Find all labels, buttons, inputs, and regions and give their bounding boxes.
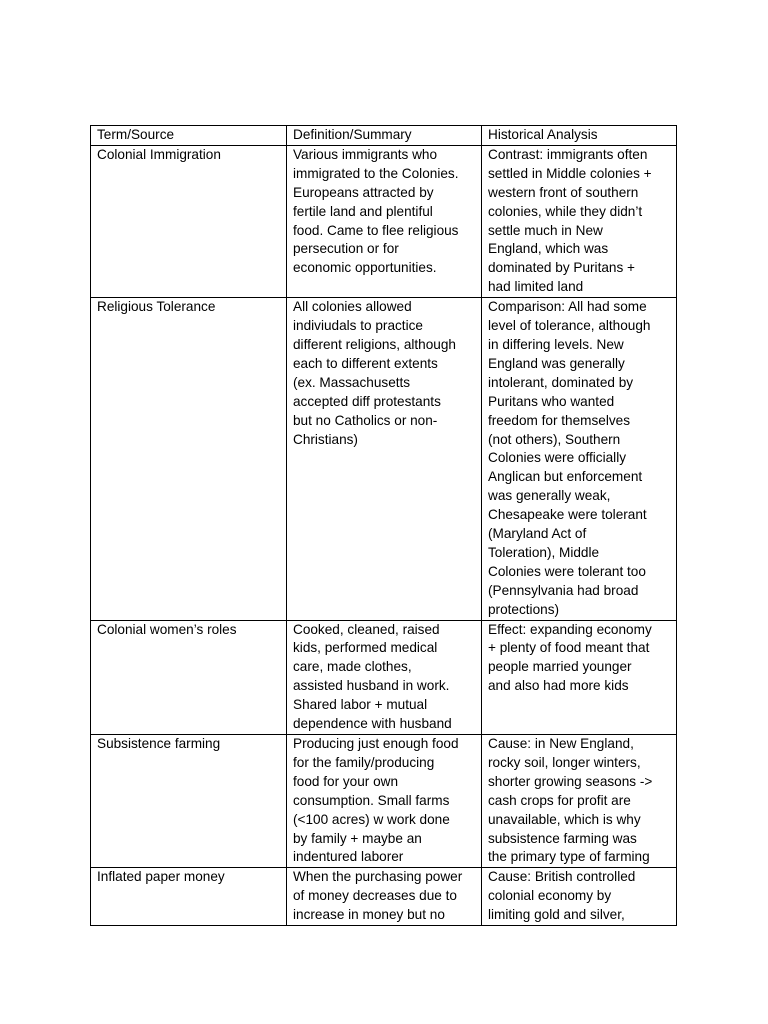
- term-cell: Inflated paper money: [91, 868, 287, 926]
- analysis-cell: Effect: expanding economy + plenty of food meant that people married younger and also had more kids: [482, 620, 677, 734]
- term-cell: Colonial women’s roles: [91, 620, 287, 734]
- header-term-source: Term/Source: [91, 126, 287, 146]
- notes-table: [90, 125, 677, 926]
- table-row: [91, 735, 677, 868]
- table-row: [91, 868, 677, 926]
- header-definition-summary: Definition/Summary: [287, 126, 482, 146]
- definition-cell: All colonies allowed indiviudals to practice different religions, although each to different extents (ex. Massachusetts accepted diff protestants but no Catholics or non- Christians): [287, 298, 482, 620]
- table-header-row: [91, 126, 677, 146]
- term-cell: Subsistence farming: [91, 735, 287, 868]
- table-row: [91, 298, 677, 620]
- definition-cell: When the purchasing power of money decreases due to increase in money but no: [287, 868, 482, 926]
- table-row: [91, 620, 677, 734]
- header-historical-analysis: Historical Analysis: [482, 126, 677, 146]
- table-row: [91, 145, 677, 297]
- term-cell: Colonial Immigration: [91, 145, 287, 297]
- definition-cell: Producing just enough food for the family/producing food for your own consumption. Small farms (<100 acres) w work done by family + maybe an indentured laborer: [287, 735, 482, 868]
- term-cell: Religious Tolerance: [91, 298, 287, 620]
- analysis-cell: Cause: British controlled colonial economy by limiting gold and silver,: [482, 868, 677, 926]
- analysis-cell: Comparison: All had some level of tolerance, although in differing levels. New England was generally intolerant, dominated by Puritans who wanted freedom for themselves (not others), Southern Colonies were officially Anglican but enforcement was generally weak, Chesapeake were tolerant (Maryland Act of Toleration), Middle Colonies were tolerant too (Pennsylvania had broad protections): [482, 298, 677, 620]
- definition-cell: Cooked, cleaned, raised kids, performed medical care, made clothes, assisted husband in work. Shared labor + mutual dependence with husband: [287, 620, 482, 734]
- analysis-cell: Cause: in New England, rocky soil, longer winters, shorter growing seasons -> cash crops for profit are unavailable, which is why subsistence farming was the primary type of farming: [482, 735, 677, 868]
- definition-cell: Various immigrants who immigrated to the Colonies. Europeans attracted by fertile land and plentiful food. Came to flee religious persecution or for economic opportunities.: [287, 145, 482, 297]
- analysis-cell: Contrast: immigrants often settled in Middle colonies + western front of southern colonies, while they didn’t settle much in New England, which was dominated by Puritans + had limited land: [482, 145, 677, 297]
